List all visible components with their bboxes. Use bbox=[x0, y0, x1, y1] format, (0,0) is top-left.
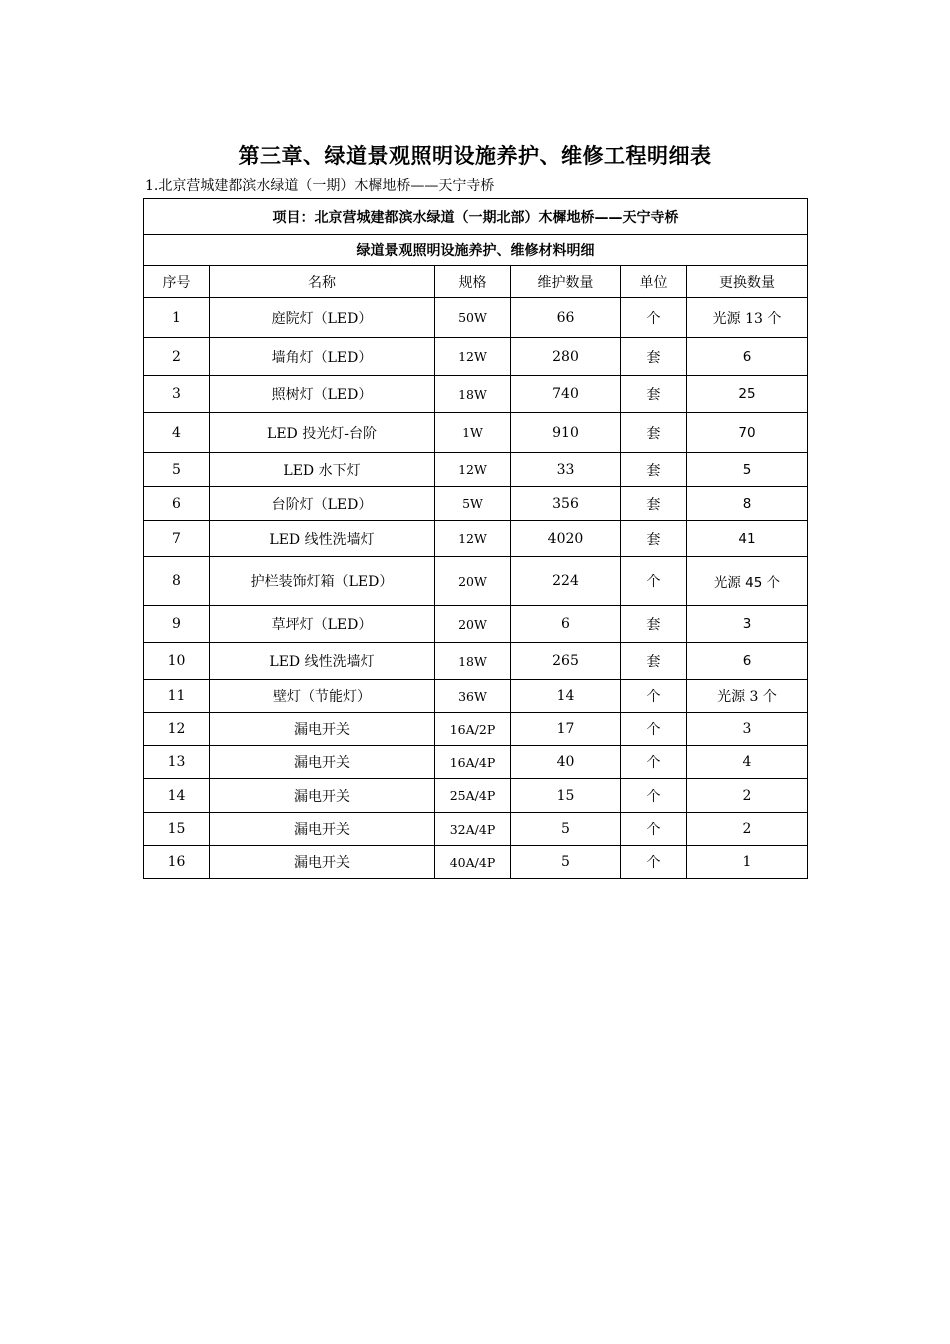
cell-unit: 套 bbox=[621, 413, 687, 453]
cell-spec: 5W bbox=[435, 487, 511, 521]
cell-no: 15 bbox=[144, 813, 210, 846]
cell-name: 漏电开关 bbox=[210, 846, 435, 879]
cell-name: LED 线性洗墙灯 bbox=[210, 521, 435, 557]
table-row bbox=[144, 453, 808, 487]
cell-no: 12 bbox=[144, 713, 210, 746]
column-header-no: 序号 bbox=[144, 266, 210, 298]
cell-unit: 个 bbox=[621, 298, 687, 338]
cell-name: 漏电开关 bbox=[210, 746, 435, 779]
table-row bbox=[144, 680, 808, 713]
cell-unit: 套 bbox=[621, 338, 687, 376]
cell-spec: 20W bbox=[435, 557, 511, 606]
table-row bbox=[144, 298, 808, 338]
cell-unit: 套 bbox=[621, 606, 687, 643]
cell-spec: 20W bbox=[435, 606, 511, 643]
cell-unit: 个 bbox=[621, 746, 687, 779]
cell-qty: 33 bbox=[511, 453, 621, 487]
cell-no: 14 bbox=[144, 779, 210, 813]
column-header-unit: 单位 bbox=[621, 266, 687, 298]
cell-replace: 光源 45 个 bbox=[687, 557, 808, 606]
cell-name: LED 水下灯 bbox=[210, 453, 435, 487]
table-row bbox=[144, 557, 808, 606]
cell-qty: 17 bbox=[511, 713, 621, 746]
cell-unit: 套 bbox=[621, 376, 687, 413]
table-row bbox=[144, 521, 808, 557]
cell-unit: 个 bbox=[621, 680, 687, 713]
cell-name: 漏电开关 bbox=[210, 779, 435, 813]
cell-spec: 50W bbox=[435, 298, 511, 338]
cell-name: 墙角灯（LED） bbox=[210, 338, 435, 376]
cell-qty: 5 bbox=[511, 813, 621, 846]
cell-qty: 66 bbox=[511, 298, 621, 338]
column-header-row bbox=[144, 266, 808, 298]
column-header-qty: 维护数量 bbox=[511, 266, 621, 298]
cell-name: LED 线性洗墙灯 bbox=[210, 643, 435, 680]
table-row bbox=[144, 376, 808, 413]
table-row bbox=[144, 746, 808, 779]
cell-replace: 2 bbox=[687, 813, 808, 846]
cell-no: 6 bbox=[144, 487, 210, 521]
table-row bbox=[144, 713, 808, 746]
cell-name: 照树灯（LED） bbox=[210, 376, 435, 413]
cell-qty: 4020 bbox=[511, 521, 621, 557]
cell-replace: 3 bbox=[687, 713, 808, 746]
cell-name: 台阶灯（LED） bbox=[210, 487, 435, 521]
cell-qty: 224 bbox=[511, 557, 621, 606]
column-header-spec: 规格 bbox=[435, 266, 511, 298]
cell-spec: 12W bbox=[435, 521, 511, 557]
cell-no: 1 bbox=[144, 298, 210, 338]
cell-name: 壁灯（节能灯） bbox=[210, 680, 435, 713]
cell-no: 10 bbox=[144, 643, 210, 680]
table-row bbox=[144, 813, 808, 846]
project-header-row bbox=[144, 199, 808, 235]
sub-header-row bbox=[144, 235, 808, 266]
cell-unit: 套 bbox=[621, 453, 687, 487]
column-header-name: 名称 bbox=[210, 266, 435, 298]
cell-replace: 8 bbox=[687, 487, 808, 521]
cell-no: 3 bbox=[144, 376, 210, 413]
cell-qty: 15 bbox=[511, 779, 621, 813]
page-title: 第三章、绿道景观照明设施养护、维修工程明细表 bbox=[238, 144, 712, 168]
cell-no: 13 bbox=[144, 746, 210, 779]
cell-no: 4 bbox=[144, 413, 210, 453]
cell-unit: 个 bbox=[621, 557, 687, 606]
cell-unit: 套 bbox=[621, 643, 687, 680]
column-header-replace: 更换数量 bbox=[687, 266, 808, 298]
cell-qty: 740 bbox=[511, 376, 621, 413]
cell-replace: 4 bbox=[687, 746, 808, 779]
cell-spec: 12W bbox=[435, 453, 511, 487]
cell-replace: 光源 3 个 bbox=[687, 680, 808, 713]
materials-table bbox=[143, 198, 808, 879]
table-row bbox=[144, 846, 808, 879]
cell-spec: 36W bbox=[435, 680, 511, 713]
cell-no: 16 bbox=[144, 846, 210, 879]
cell-qty: 5 bbox=[511, 846, 621, 879]
cell-spec: 16A/4P bbox=[435, 746, 511, 779]
cell-spec: 25A/4P bbox=[435, 779, 511, 813]
cell-replace: 2 bbox=[687, 779, 808, 813]
cell-qty: 40 bbox=[511, 746, 621, 779]
table-row bbox=[144, 643, 808, 680]
cell-unit: 套 bbox=[621, 521, 687, 557]
cell-replace: 6 bbox=[687, 643, 808, 680]
cell-no: 9 bbox=[144, 606, 210, 643]
cell-replace: 光源 13 个 bbox=[687, 298, 808, 338]
sub-header: 绿道景观照明设施养护、维修材料明细 bbox=[144, 235, 808, 266]
cell-no: 11 bbox=[144, 680, 210, 713]
table-row bbox=[144, 338, 808, 376]
cell-no: 5 bbox=[144, 453, 210, 487]
cell-spec: 1W bbox=[435, 413, 511, 453]
cell-name: 庭院灯（LED） bbox=[210, 298, 435, 338]
table-row bbox=[144, 779, 808, 813]
cell-name: 护栏装饰灯箱（LED） bbox=[210, 557, 435, 606]
table-row bbox=[144, 487, 808, 521]
cell-name: 漏电开关 bbox=[210, 713, 435, 746]
cell-name: 漏电开关 bbox=[210, 813, 435, 846]
cell-qty: 14 bbox=[511, 680, 621, 713]
table-row bbox=[144, 413, 808, 453]
table-row bbox=[144, 606, 808, 643]
cell-qty: 356 bbox=[511, 487, 621, 521]
cell-replace: 25 bbox=[687, 376, 808, 413]
section-label: 1.北京营城建都滨水绿道（一期）木樨地桥——天宁寺桥 bbox=[145, 178, 495, 194]
cell-spec: 16A/2P bbox=[435, 713, 511, 746]
cell-unit: 个 bbox=[621, 813, 687, 846]
cell-qty: 6 bbox=[511, 606, 621, 643]
cell-replace: 1 bbox=[687, 846, 808, 879]
cell-spec: 12W bbox=[435, 338, 511, 376]
cell-qty: 910 bbox=[511, 413, 621, 453]
cell-no: 2 bbox=[144, 338, 210, 376]
cell-spec: 40A/4P bbox=[435, 846, 511, 879]
cell-no: 8 bbox=[144, 557, 210, 606]
cell-spec: 32A/4P bbox=[435, 813, 511, 846]
cell-name: 草坪灯（LED） bbox=[210, 606, 435, 643]
cell-replace: 41 bbox=[687, 521, 808, 557]
cell-replace: 6 bbox=[687, 338, 808, 376]
cell-replace: 70 bbox=[687, 413, 808, 453]
cell-spec: 18W bbox=[435, 376, 511, 413]
cell-replace: 3 bbox=[687, 606, 808, 643]
cell-no: 7 bbox=[144, 521, 210, 557]
cell-qty: 280 bbox=[511, 338, 621, 376]
cell-unit: 个 bbox=[621, 846, 687, 879]
cell-unit: 个 bbox=[621, 713, 687, 746]
project-header: 项目：北京营城建都滨水绿道（一期北部）木樨地桥——天宁寺桥 bbox=[144, 199, 808, 235]
cell-qty: 265 bbox=[511, 643, 621, 680]
cell-unit: 个 bbox=[621, 779, 687, 813]
cell-replace: 5 bbox=[687, 453, 808, 487]
cell-name: LED 投光灯-台阶 bbox=[210, 413, 435, 453]
cell-unit: 套 bbox=[621, 487, 687, 521]
cell-spec: 18W bbox=[435, 643, 511, 680]
